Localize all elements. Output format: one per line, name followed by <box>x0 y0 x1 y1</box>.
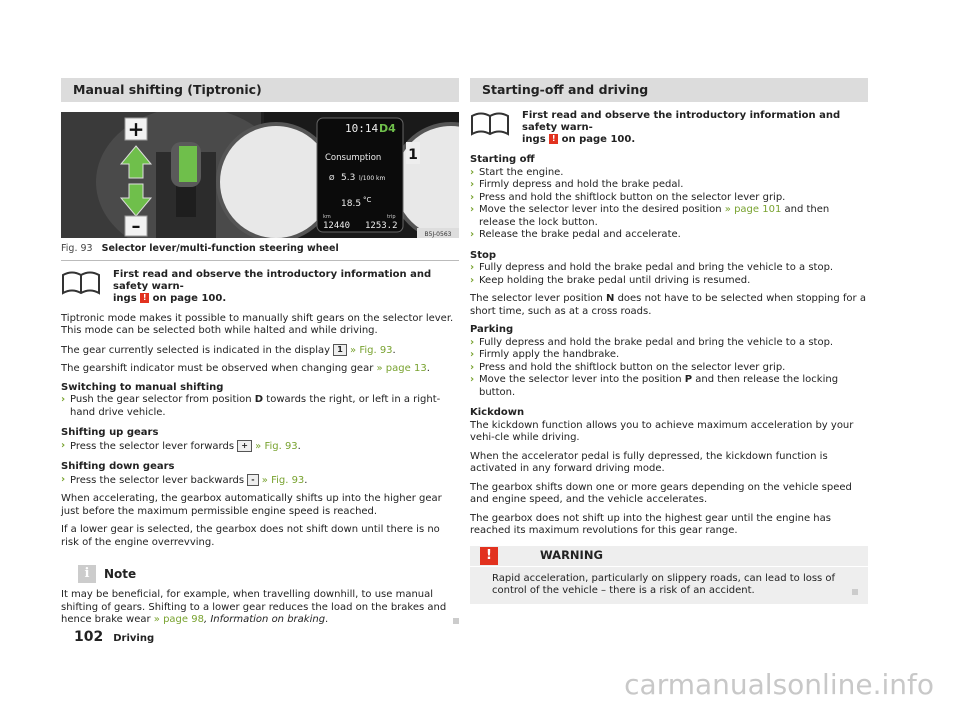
list-item <box>470 179 868 192</box>
subheading: Shifting up gears <box>61 427 159 438</box>
bullet-arrow-icon: › <box>470 262 475 273</box>
display-temp-unit: °C <box>363 196 372 204</box>
display-trip-label: trip <box>387 214 396 220</box>
paragraph: When accelerating, the gearbox automatically shifts up into the higher gear just before the maximum permissible engine speed is reached. <box>61 493 442 517</box>
list-item <box>470 167 868 180</box>
note-title: Note <box>104 566 137 581</box>
caption-text: Selector lever/multi-function steering wheel <box>101 243 339 254</box>
warning-mark-icon: ! <box>549 134 558 144</box>
list-item-text: Keep holding the brake pedal until driving is resumed. <box>479 274 751 286</box>
page-link[interactable]: » page 98 <box>153 614 204 625</box>
read-first-note <box>470 110 868 146</box>
list-item-text: Firmly depress and hold the brake pedal. <box>479 179 684 190</box>
left-column <box>61 78 459 633</box>
warning-header <box>470 546 868 567</box>
paragraph: The gearbox shifts down one or more gears depending on the vehicle speed and engine speed, and the vehicle accelerates. <box>470 481 852 505</box>
fig-link[interactable]: » Fig. 93 <box>255 440 298 452</box>
caption-number: Fig. 93 <box>61 243 93 254</box>
page-footer <box>74 629 154 645</box>
list-item <box>470 229 868 242</box>
display-time: 10:14 <box>345 122 379 135</box>
paragraph-text: The gear currently selected is indicated in the display <box>61 344 331 356</box>
warning-title: WARNING <box>540 548 603 563</box>
info-icon: i <box>78 565 96 583</box>
list-item-text: Press the selector lever backwards - » Fig. 93. <box>70 474 308 486</box>
list-item <box>61 440 459 454</box>
display-consumption-value: 5.3 <box>341 173 356 183</box>
bullet-arrow-icon: › <box>61 473 66 485</box>
section-header: Starting-off and driving <box>470 78 868 102</box>
figure-illustration <box>61 112 459 238</box>
read-first-text-b: ings <box>113 292 137 304</box>
bullet-arrow-icon: › <box>470 336 475 348</box>
bullet-arrow-icon: › <box>61 439 66 451</box>
plus-key: + <box>237 440 252 452</box>
subheading: Starting off <box>470 154 535 165</box>
page-link[interactable]: » page 13 <box>376 363 427 374</box>
list-item-text: Press the selector lever forwards + » Fig. 93. <box>70 440 301 452</box>
list-item-text: Release the brake pedal and accelerate. <box>479 229 681 240</box>
end-mark-icon <box>852 589 858 595</box>
bullet-arrow-icon: › <box>470 274 475 286</box>
figure-code: B5J-0563 <box>424 231 452 238</box>
paragraph: The gear currently selected is indicated in the display 1 » Fig. 93. <box>61 344 396 356</box>
read-first-text-a: First read and observe the introductory information and safety warn- <box>522 110 841 133</box>
list-item-text: Start the engine. <box>479 166 564 178</box>
fig-link[interactable]: » Fig. 93 <box>350 344 393 356</box>
paragraph: The selector lever position N does not have to be selected when stopping for a short time, such as at a cross roads. <box>470 293 866 317</box>
list-item <box>470 349 868 362</box>
paragraph: The gearbox does not shift up into the highest gear until the engine has reached its maximum revolutions for this gear range. <box>470 512 831 536</box>
subheading: Switching to manual shifting <box>61 381 224 393</box>
page-number: 102 <box>74 629 104 645</box>
display-temp: 18.5 <box>341 199 362 209</box>
display-gear: D4 <box>379 122 396 135</box>
watermark: carmanualsonline.info <box>624 668 934 701</box>
display-callout-key: 1 <box>333 344 347 356</box>
list-item-text: Press and hold the shiftlock button on the selector lever grip. <box>479 191 786 203</box>
bullet-arrow-icon: › <box>470 204 475 215</box>
list-item <box>470 374 868 399</box>
figure-caption <box>61 243 459 261</box>
display-km-label: km <box>323 214 331 220</box>
list-item-text: Press and hold the shiftlock button on the selector lever grip. <box>479 361 786 373</box>
warning-text: Rapid acceleration, particularly on slippery roads, can lead to loss of control of the vehicle – there is a risk of an accident. <box>470 567 868 598</box>
list-item <box>470 192 868 205</box>
read-first-note <box>61 269 459 305</box>
list-item-text: Push the gear selector from position D towards the right, or left in a right-hand drive vehicle. <box>70 394 441 418</box>
list-item <box>61 394 459 419</box>
list-item-text: Fully depress and hold the brake pedal and bring the vehicle to a stop. <box>479 262 834 273</box>
note-text: It may be beneficial, for example, when travelling downhill, to use manual shifting of gears. Shifting to a lower gear reduces the load on the brakes and hence brake wear » page 98, Information on braking. <box>61 589 459 627</box>
subheading: Kickdown <box>470 407 525 418</box>
warning-mark-icon: ! <box>140 293 149 303</box>
paragraph-text: The gearshift indicator must be observed when changing gear <box>61 363 374 374</box>
bullet-arrow-icon: › <box>470 361 475 373</box>
list-item <box>470 275 868 288</box>
list-item <box>470 362 868 375</box>
paragraph: When the accelerator pedal is fully depressed, the kickdown function is activated in any forward driving mode. <box>470 450 828 474</box>
list-item-text: Fully depress and hold the brake pedal and bring the vehicle to a stop. <box>479 336 834 348</box>
figure-93 <box>61 112 459 238</box>
read-first-text-a: First read and observe the introductory information and safety warn- <box>113 268 432 292</box>
footer-title: Driving <box>113 633 155 644</box>
subheading: Stop <box>470 249 497 261</box>
display-consumption-unit: l/100 km <box>359 175 386 182</box>
display-avg-symbol: Ø <box>329 174 335 182</box>
open-book-icon <box>470 110 510 136</box>
read-first-text-b: ings <box>522 134 546 145</box>
end-mark-icon <box>453 618 459 624</box>
bullet-arrow-icon: › <box>61 394 66 405</box>
bullet-arrow-icon: › <box>470 349 475 360</box>
figure-callout-1: 1 <box>408 147 418 163</box>
figure-minus-label: – <box>131 216 141 237</box>
open-book-icon <box>61 269 101 295</box>
bullet-arrow-icon: › <box>470 229 475 240</box>
right-column <box>470 78 868 604</box>
page-link[interactable]: » page 101 <box>724 204 782 215</box>
minus-key: - <box>247 474 258 486</box>
list-item-text: Firmly apply the handbrake. <box>479 349 620 360</box>
bullet-arrow-icon: › <box>470 374 475 385</box>
warning-box <box>470 546 868 604</box>
display-trip: 1253.2 <box>365 221 398 231</box>
list-item-text: Move the selector lever into the desired position » page 101 and then release the lock button. <box>479 204 830 228</box>
display-odometer: 12440 <box>323 221 351 231</box>
note-header <box>61 565 459 583</box>
figure-plus-label: + <box>127 117 145 141</box>
paragraph: If a lower gear is selected, the gearbox does not shift down until there is no risk of the engine overrevving. <box>61 524 440 548</box>
list-item <box>61 474 459 488</box>
list-item <box>470 337 868 350</box>
subheading: Shifting down gears <box>61 461 175 472</box>
read-first-text-c: on page 100. <box>152 292 227 304</box>
bullet-arrow-icon: › <box>470 179 475 190</box>
list-item <box>470 262 868 275</box>
paragraph: The kickdown function allows you to achieve maximum acceleration by your vehi-cle while driving. <box>470 419 854 443</box>
paragraph: The gearshift indicator must be observed when changing gear » page 13. <box>61 363 430 374</box>
display-consumption-label: Consumption <box>325 153 382 163</box>
list-item-text: Move the selector lever into the position P and then release the locking button. <box>479 374 839 398</box>
warning-icon: ! <box>480 547 498 565</box>
read-first-text-c: on page 100. <box>561 134 636 145</box>
section-header: Manual shifting (Tiptronic) <box>61 78 459 102</box>
subheading: Parking <box>470 324 514 335</box>
list-item <box>470 204 868 229</box>
bullet-arrow-icon: › <box>470 166 475 178</box>
paragraph: Tiptronic mode makes it possible to manually shift gears on the selector lever. This mode can be selected both while halted and while driving. <box>61 312 454 336</box>
bullet-arrow-icon: › <box>470 191 475 203</box>
fig-link[interactable]: » Fig. 93 <box>261 474 305 486</box>
